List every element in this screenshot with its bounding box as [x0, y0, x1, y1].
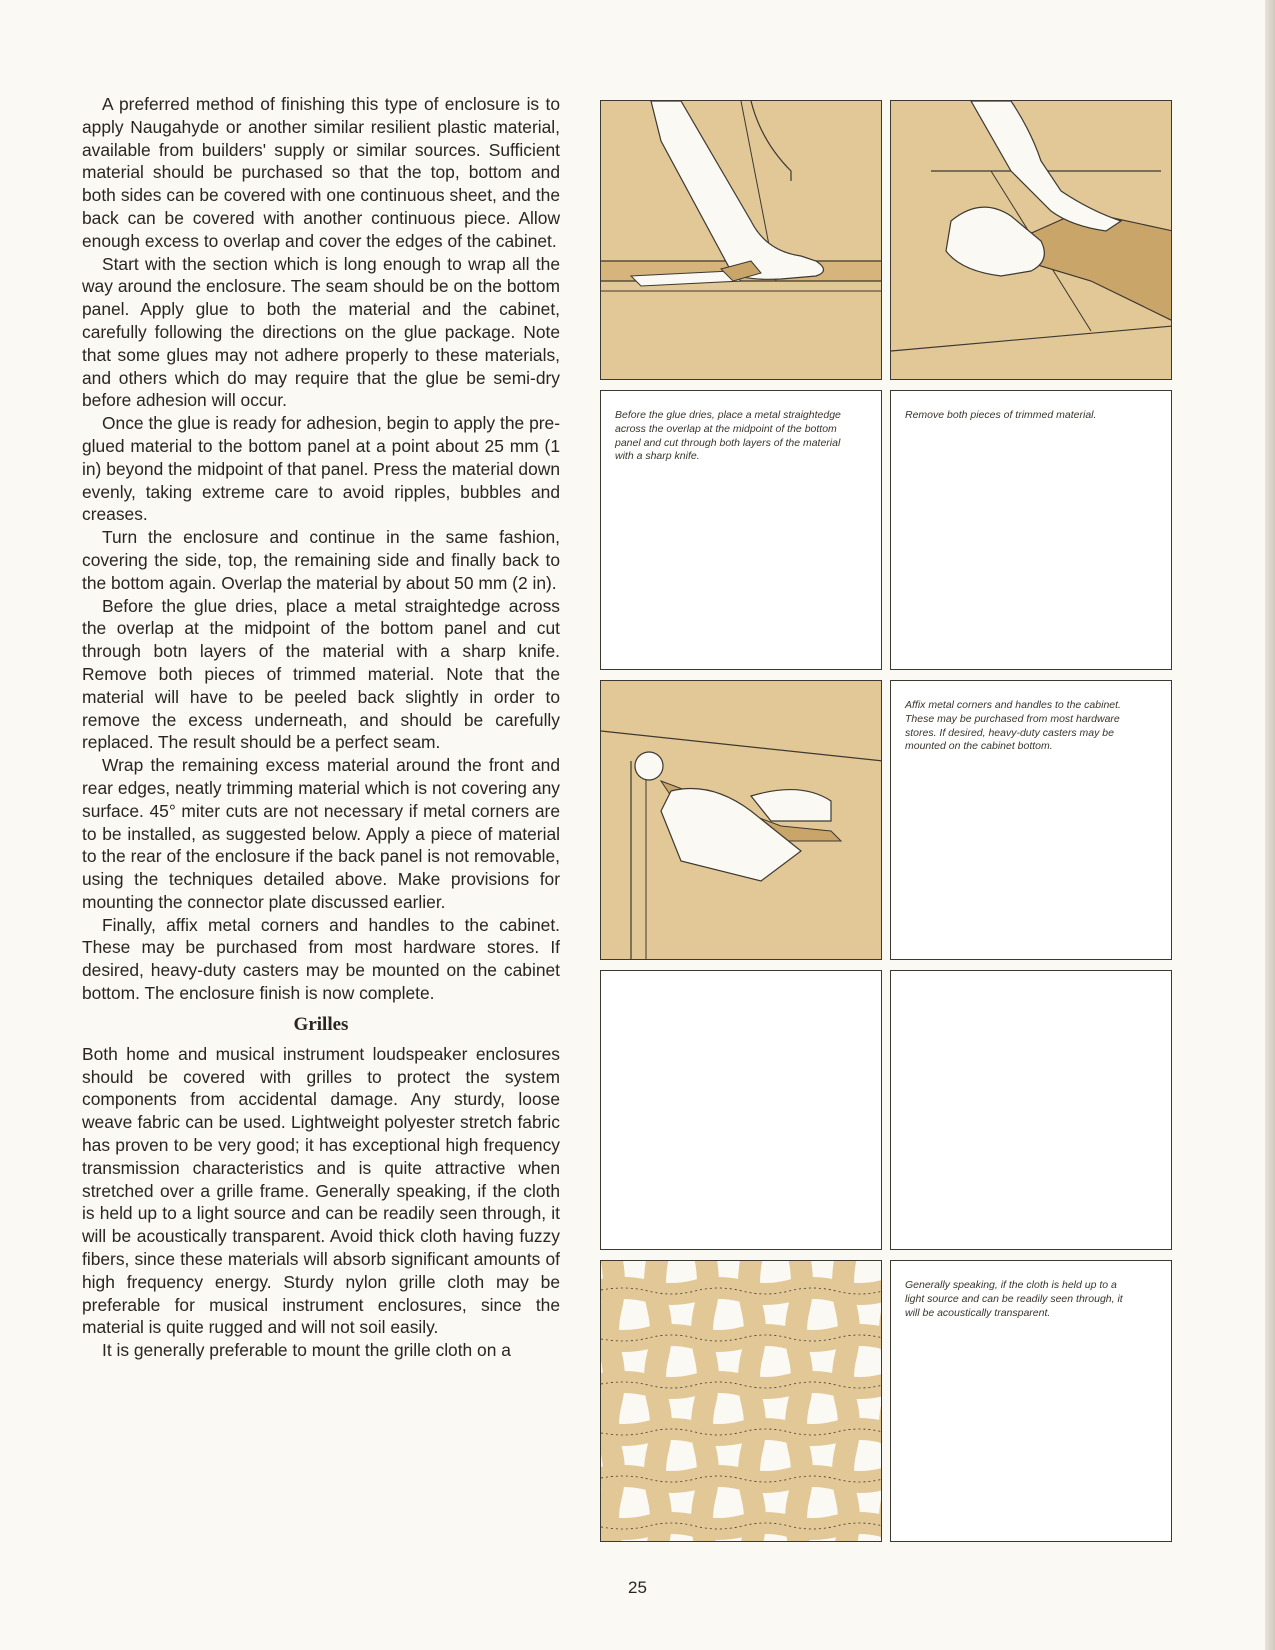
woven-cloth-illustration — [601, 1261, 882, 1542]
body-paragraph-5: Before the glue dries, place a metal straightedge across the overlap at the midpoint of the bottom panel and cut through botn layers of the material with a sharp knife. Remove both pieces of trimmed material. Note that the material will have to be peeled back slightly in order to remove the excess underneath, and should be carefully replaced. The result should be a perfect seam. — [82, 595, 560, 753]
caption-panel-remove-trimmed — [890, 390, 1172, 670]
body-paragraph-6: Wrap the remaining excess material around the front and rear edges, neatly trimming material which is not covering any surface. 45° miter cuts are not necessary if metal corners are to be installed, as suggested below. Apply a piece of material to the rear of the enclosure if the back panel is not removable, using the techniques detailed above. Make provisions for mounting the connector plate discussed earlier. — [82, 755, 560, 912]
illustration-grille-weave — [600, 1260, 882, 1542]
body-paragraph-2: Start with the section which is long enough to wrap all the way around the enclosure. The seam should be on the bottom panel. Apply glue to both the material and the cabinet, carefully following the directions on the glue package. Note that some glues may not adhere properly to these materials, and others which do may require that the glue be semi-dry before adhesion will occur. — [82, 253, 560, 411]
body-paragraph-3: Once the glue is ready for adhesion, begin to apply the pre-glued material to the bottom panel at a point about 25 mm (1 in) beyond the midpoint of that panel. Press the material down evenly, taking extreme care to avoid ripples, bubbles and creases. — [82, 413, 560, 525]
grilles-heading: Grilles — [293, 1013, 349, 1035]
page-number: 25 — [628, 1578, 647, 1597]
grilles-paragraph-1: Both home and musical instrument loudspeaker enclosures should be covered with grilles to protect the system components from accidental damage. Any sturdy, loose weave fabric can be used. Lightweight polyester stretch fabric has proven to be very good; it has exceptional high frequency transmission characteristics and is quite attractive when stretched over a grille frame. Generally speaking, if the cloth is held up to a light source and can be readily seen through, it will be acoustically transparent. Avoid thick cloth having fuzzy fibers, since these materials will absorb significant amounts of high frequency energy. Sturdy nylon grille cloth may be preferable for musical instrument enclosures, since the material is quite rugged and will not soil easily. — [82, 1043, 560, 1338]
caption-affix-corners: Affix metal corners and handles to the cabinet. These may be purchased from most hardware stores. If desired, heavy-duty casters may be mounted on the cabinet bottom. — [905, 699, 1121, 753]
caption-panel-affix-corners — [890, 680, 1172, 960]
illustration-cut-overlap — [600, 100, 882, 380]
hands-peeling-illustration — [891, 101, 1172, 380]
illustration-remove-trimmed — [890, 100, 1172, 380]
screwdriver-corner-illustration — [601, 681, 882, 960]
caption-grille-cloth: Generally speaking, if the cloth is held up to a light source and can be readily seen through, it will be acoustically transparent. — [905, 1279, 1123, 1319]
illustration-affix-corners — [600, 680, 882, 960]
body-paragraph-4: Turn the enclosure and continue in the same fashion, covering the side, top, the remaining side and finally back to the bottom again. Overlap the material by about 50 mm (2 in). — [82, 527, 560, 593]
blank-panel-left — [600, 970, 882, 1250]
body-paragraph-7: Finally, affix metal corners and handles to the cabinet. These may be purchased from most hardware stores. If desired, heavy-duty casters may be mounted on the cabinet bottom. The enclosure finish is now complete. — [82, 914, 560, 1004]
page-edge — [1265, 0, 1275, 1650]
caption-remove-trimmed: Remove both pieces of trimmed material. — [905, 409, 1097, 421]
body-paragraph-1: A preferred method of finishing this type of enclosure is to apply Naugahyde or another similar resilient plastic material, available from builders' supply or similar sources. Sufficient material should be purchased so that the top, bottom and both sides can be covered with one continuous sheet, and the back can be covered with another continuous piece. Allow enough excess to overlap and cover the edges of the cabinet. — [82, 94, 560, 251]
hands-cutting-illustration — [601, 101, 882, 380]
blank-panel-right — [890, 970, 1172, 1250]
caption-panel-cut-overlap — [600, 390, 882, 670]
grilles-paragraph-2: It is generally preferable to mount the grille cloth on a — [102, 1340, 511, 1361]
caption-cut-overlap: Before the glue dries, place a metal straightedge across the overlap at the midpoint of the bottom panel and cut through both layers of the material with a sharp knife. — [615, 409, 841, 463]
body-text-column — [82, 93, 560, 1362]
caption-panel-grille-cloth — [890, 1260, 1172, 1542]
